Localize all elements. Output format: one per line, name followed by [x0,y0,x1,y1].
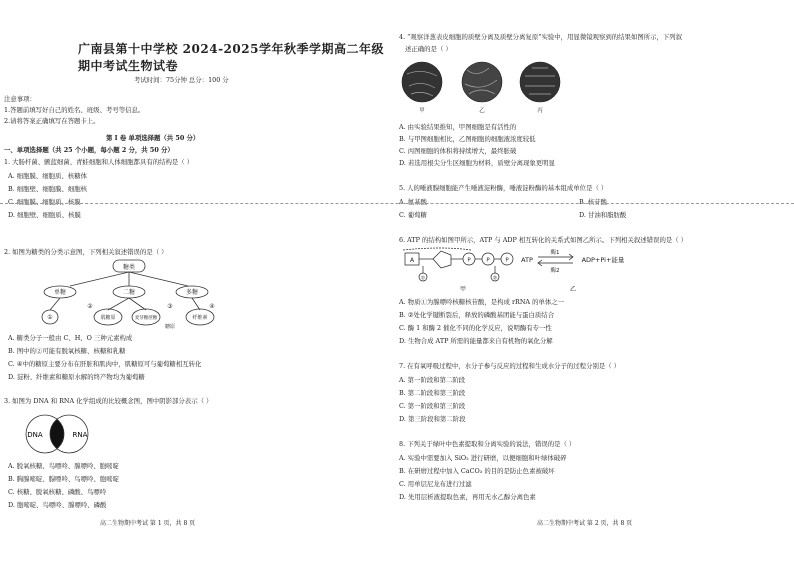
q2-option-b: B. 图中的②可能有脱氧核糖、核糖和乳糖 [8,347,126,355]
q6-label-a: A [409,257,415,264]
fold-dashed-line [0,203,794,204]
q5-stem: 5. 人的唾液腺细胞能产生唾液淀粉酶，唾液淀粉酶的基本组成单位是（ ） [399,184,608,192]
q3-option-b: B. 胸腺嘧啶、腺嘌呤、鸟嘌呤、胞嘧啶 [8,475,120,483]
q6-label-p1: P [467,257,471,264]
q1-stem: 1. 大肠杆菌、颤蓝细菌、青蛙细胞和人体细胞都具有的结构是（ ） [4,158,194,166]
q1-option-d: D. 细胞壁、细胞质、核膜 [8,211,81,219]
q6-label-p3: P [505,257,509,264]
q2-label-n4: ④ [209,303,215,310]
q7-stem: 7. 在有氧呼吸过程中，水分子参与反应的过程和生成水分子的过程分别是（ ） [399,362,621,370]
q4-option-b: B. 与甲图细胞相比，乙图细胞的细胞液浓度较低 [399,135,536,143]
q4-stem-line1: 4. “观察洋葱表皮细胞的质壁分离及质壁分离复原”实验中，用显微镜观察到的结果如图所示，下列叙 [399,33,683,41]
q2-label-b1: 肌糖原 [100,315,116,321]
q2-option-a: A. 糖类分子一般由 C、H、O 三种元素构成 [8,334,133,342]
q3-label-rna: RNA [72,431,88,439]
q2-label-right: 多糖 [185,289,199,296]
q6-option-b: B. ②处化学键断裂后，释放的磷酸基团能与蛋白质结合 [399,311,555,319]
q6-label-circle2: ② [492,275,498,282]
q2-label-mid: 二糖 [122,289,136,296]
q4-label-bing: 丙 [537,108,543,114]
q3-option-c: C. 核糖、脱氧核糖、磷酸、鸟嘌呤 [8,488,107,496]
q8-option-c: C. 用单层尼龙布进行过滤 [399,480,472,488]
q2-label-b4: 糖原 [164,324,176,330]
right-footer: 高二生物期中考试 第 2 页，共 8 页 [537,520,633,527]
q7-option-a: A. 第一阶段和第二阶段 [399,376,466,384]
q6-option-d: D. 生物合成 ATP 所需的能量都来自有机物的氧化分解 [399,337,553,345]
q2-stem: 2. 如图为糖类的分类示意图，下列相关叙述错误的是（ ） [4,248,168,256]
q4-option-c: C. 丙图细胞的体积将持续增大，最终胀破 [399,147,517,155]
q2-label-n3: ③ [167,303,173,310]
exam-title-line2: 期中考试生物试卷 [78,59,179,73]
q4-label-yi: 乙 [479,108,485,114]
q5-option-a: A. 氨基酸 [399,198,427,206]
q6-label-yi: 乙 [569,286,577,293]
q4-label-jia: 甲 [419,108,425,114]
q6-label-p2: P [486,257,490,264]
q1-option-b: B. 细胞壁、细胞膜、细胞核 [8,185,88,193]
q7-option-b: B. 第二阶段和第三阶段 [399,389,466,397]
q3-option-d: D. 胞嘧啶、鸟嘌呤、腺嘌呤、磷酸 [8,501,107,509]
q1-option-a: A. 细胞膜、细胞质、核糖体 [8,172,87,180]
q8-option-a: A. 实验中需要加入 SiO₂ 进行研磨，以便细胞和叶绿体破碎 [399,454,567,462]
notice-heading: 注意事项： [4,95,36,103]
q5-option-b: B. 核苷酸 [579,198,607,206]
q3-stem: 3. 如图为 DNA 和 RNA 化学组成的比较概念图，图中阴影部分表示（ ） [4,397,213,405]
q4-option-a: A. 由实验结果推知，甲图细胞是有活性的 [399,123,517,131]
q6-option-a: A. 物质①为腺嘌呤核糖核苷酸，是构成 rRNA 的单体之一 [399,298,565,306]
q3-label-dna: DNA [27,431,43,439]
q6-label-jia: 甲 [459,286,467,293]
q2-label-left: 单糖 [53,289,67,296]
q4-option-d: D. 若选用根尖分生区细胞为材料，质壁分离现象更明显 [399,159,555,167]
q6-label-adp: ADP+Pi+能量 [581,256,625,264]
q6-atp-diagram [403,247,663,295]
q4-stem-line2: 述正确的是（ ） [405,45,452,53]
q2-option-c: C. ④中的糖原主要分布在肝脏和肌肉中，肌糖原可与葡萄糖相互转化 [8,360,202,368]
q7-option-c: C. 第一阶段和第三阶段 [399,402,466,410]
q2-label-top: 糖类 [122,264,136,271]
q6-stem: 6. ATP 的结构如图甲所示，ATP 与 ADP 相互转化的关系式如图乙所示。下列相关叙述错误的是（ ） [399,236,688,244]
q7-option-d: D. 第三阶段和第二阶段 [399,415,466,423]
exam-meta: 考试时间：75分钟 总分：100 分 [134,76,229,84]
q3-option-a: A. 脱氧核糖、鸟嘌呤、腺嘌呤、胞嘧啶 [8,462,119,470]
notice-line-2: 2.请将答案正确填写在答题卡上。 [4,117,100,125]
notice-line-1: 1.答题前填写好自己的姓名、班级、考号等信息。 [4,106,145,114]
q5-option-c: C. 葡萄糖 [399,211,427,219]
q4-microscope-images [397,56,567,118]
q6-option-c: C. 酶 1 和酶 2 催化不同的化学反应，说明酶有专一性 [399,324,552,332]
left-footer: 高二生物期中考试 第 1 页，共 8 页 [100,520,196,527]
q2-option-d: D. 淀粉、纤维素和糖原水解的终产物均为葡萄糖 [8,373,145,381]
exam-title-line1: 广南县第十中学校 2024-2025学年秋季学期高二年级 [78,42,384,56]
q1-option-c: C. 细胞膜、细胞质、核膜 [8,198,81,206]
q2-carbohydrate-diagram [30,258,220,330]
right-page [397,0,794,562]
q8-option-d: D. 先用层析液提取色素，再用无水乙醇分离色素 [399,493,536,501]
part-heading: 一、单项选择题（共 25 个小题，每小题 2 分，共 50 分） [4,146,174,154]
q6-label-circle1: ① [420,275,426,282]
q8-stem: 8. 下列关于绿叶中色素提取和分离实验的说法，错误的是（ ） [399,440,576,448]
section-heading: 第 I 卷 单项选择题（共 50 分） [106,134,200,142]
q6-label-enzyme2: 酶2 [550,268,560,274]
q2-label-b3: 纤维素 [192,315,208,321]
q6-label-atp: ATP [521,256,533,264]
q5-option-d: D. 甘油和脂肪酸 [579,211,627,219]
q2-label-n2: ② [87,303,93,310]
q3-venn-diagram [12,412,102,456]
q2-label-n1: ① [47,314,53,321]
q8-option-b: B. 在研磨过程中加入 CaCO₃ 的目的是防止色素被破坏 [399,467,555,475]
q2-label-b2: 麦芽糖蔗糖 [134,316,158,321]
q6-label-enzyme1: 酶1 [550,250,560,256]
